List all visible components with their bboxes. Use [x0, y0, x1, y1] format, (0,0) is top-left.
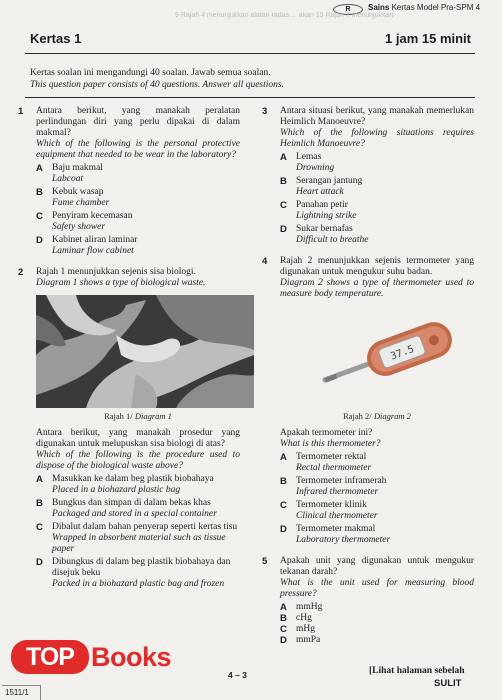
option-d[interactable] — [280, 224, 474, 246]
option-text-en: Difficult to breathe — [296, 235, 369, 245]
gloves-illustration — [36, 295, 254, 408]
option-b[interactable] — [280, 176, 474, 198]
topbooks-watermark — [11, 640, 186, 674]
question-number: 4 — [262, 256, 268, 267]
option-letter: B — [36, 498, 43, 509]
option-text-ms: Kabinet aliran laminar — [52, 235, 138, 245]
instructions-en: This question paper consists of 40 questions. Answer all questions. — [30, 80, 284, 90]
option-text-ms: Dibungkus di dalam beg plastik biobahaya dan disejuk beku — [52, 557, 231, 578]
option-letter: C — [280, 500, 287, 511]
option-text-en: Laminar flow cabinet — [52, 246, 134, 256]
option-c[interactable] — [280, 200, 474, 222]
thermometer-reading: 37.5 — [389, 343, 416, 363]
option-letter: A — [36, 474, 43, 485]
option-text-ms: Termometer klinik — [296, 500, 367, 510]
option-c[interactable] — [36, 211, 240, 233]
bleed-through-text: 9 Rajah 4 menunjukkan alatan radas ... akan 15 Rajah 7 menunjukkan — [175, 12, 394, 19]
option-d[interactable] — [36, 235, 240, 257]
option-a[interactable] — [280, 452, 474, 474]
question-stem-ms: Antara berikut, yang manakah prosedur yang digunakan untuk melupuskan sisa biologi di atas? — [36, 428, 240, 449]
option-c[interactable] — [280, 500, 474, 522]
option-c[interactable] — [36, 522, 240, 555]
option-text-ms: Penyiram kecemasan — [52, 211, 133, 221]
option-letter: D — [280, 224, 287, 235]
option-a[interactable] — [280, 152, 474, 174]
question-2 — [18, 267, 240, 590]
option-c[interactable] — [280, 624, 474, 635]
series-title-bold: Sains — [368, 3, 390, 12]
option-text: cHg — [296, 613, 312, 623]
option-text-en: Infrared thermometer — [296, 487, 379, 497]
option-b[interactable] — [36, 498, 240, 520]
option-text-en: Packaged and stored in a special container — [52, 509, 217, 519]
option-text-ms: Dibalut dalam bahan penyerap seperti kertas tisu — [52, 522, 238, 532]
option-text-ms: Sukar bernafas — [296, 224, 353, 234]
option-letter: C — [280, 624, 287, 635]
time-allowed: 1 jam 15 minit — [385, 31, 471, 46]
option-text-ms: Kebuk wasap — [52, 187, 104, 197]
series-title — [368, 3, 480, 12]
paper-code: 1511/1 — [5, 688, 29, 697]
option-text-ms: Masukkan ke dalam beg plastik biobahaya — [52, 474, 214, 484]
instructions — [30, 67, 470, 91]
option-text-en: Wrapped in absorbent material such as tissue paper — [52, 533, 226, 554]
option-text-ms: Termometer rektal — [296, 452, 367, 462]
option-letter: C — [36, 211, 43, 222]
option-b[interactable] — [280, 476, 474, 498]
title-bar — [25, 24, 475, 54]
option-letter: D — [36, 557, 43, 568]
option-text-en: Clinical thermometer — [296, 511, 378, 521]
question-stem-ms: Antara berikut, yang manakah peralatan perlindungan diri yang perlu dipakai di dalam makmal? — [36, 106, 240, 138]
caption-ms: Rajah 2/ — [343, 411, 372, 421]
caption-en: Diagram 1 — [134, 411, 172, 421]
question-stem-en: What is the unit used for measuring blood pressure? — [280, 578, 474, 599]
option-text-ms: Termometer inframerah — [296, 476, 387, 486]
option-letter: A — [280, 152, 287, 163]
option-text-en: Drowning — [296, 163, 335, 173]
question-number: 3 — [262, 106, 268, 117]
question-1 — [18, 106, 240, 257]
question-stem-en: Which of the following is the procedure used to dispose of the biological waste above? — [36, 450, 240, 471]
option-text-en: Lightning strike — [296, 211, 357, 221]
left-column — [18, 106, 240, 600]
option-a[interactable] — [36, 163, 240, 185]
right-column — [262, 106, 474, 656]
question-stem-ms: Apakah termometer ini? — [280, 428, 373, 438]
option-text-en: Packed in a biohazard plastic bag and frozen — [52, 579, 225, 589]
option-text-en: Safety shower — [52, 222, 106, 232]
question-4 — [262, 256, 474, 546]
option-letter: A — [280, 602, 287, 613]
option-d[interactable] — [280, 635, 474, 646]
watermark-top: TOP — [11, 640, 89, 674]
divider — [25, 97, 475, 98]
instructions-ms: Kertas soalan ini mengandungi 40 soalan. Jawab semua soalan. — [30, 68, 271, 78]
question-number: 2 — [18, 267, 24, 278]
question-intro-en: Diagram 1 shows a type of biological waste. — [36, 278, 206, 288]
option-text-ms: Bungkus dan simpan di dalam bekas khas — [52, 498, 211, 508]
option-letter: C — [280, 200, 287, 211]
option-text-ms: Lemas — [296, 152, 322, 162]
option-text: mmHg — [296, 602, 323, 612]
option-letter: D — [280, 524, 287, 535]
question-5 — [262, 556, 474, 646]
question-intro-ms: Rajah 2 menunjukkan sejenis termometer yang digunakan untuk mengukur suhu badan. — [280, 256, 474, 277]
option-a[interactable] — [280, 602, 474, 613]
option-text-ms: Serangan jantung — [296, 176, 363, 186]
question-intro-ms: Rajah 1 menunjukkan sejenis sisa biologi. — [36, 267, 196, 277]
option-text-ms: Panahan petir — [296, 200, 348, 210]
caption-ms: Rajah 1/ — [104, 411, 133, 421]
question-stem-en: Which of the following situations requires Heimlich Manoeuvre? — [280, 128, 474, 149]
biological-waste-gloves-image — [36, 295, 254, 408]
question-stem-en: Which of the following is the personal protective equipment that needed to be wear in the laboratory? — [36, 139, 240, 160]
option-text-ms: Baju makmal — [52, 163, 103, 173]
option-letter: D — [280, 635, 287, 646]
question-number: 5 — [262, 556, 268, 567]
option-text-en: Placed in a biohazard plastic bag — [52, 485, 181, 495]
option-letter: B — [280, 613, 287, 624]
next-page-note: [Lihat halaman sebelah — [369, 666, 465, 676]
option-text: mmPa — [296, 635, 321, 645]
publisher-logo-text: R — [345, 6, 351, 13]
option-text-en: Fume chamber — [52, 198, 110, 208]
figure-caption — [280, 411, 474, 422]
paper-title: Kertas 1 — [30, 31, 82, 46]
option-b[interactable] — [36, 187, 240, 209]
thermometer-illustration — [280, 304, 492, 409]
option-d[interactable] — [36, 557, 240, 590]
question-stem-ms: Apakah unit yang digunakan untuk mengukur tekanan darah? — [280, 556, 474, 577]
option-letter: D — [36, 235, 43, 246]
question-3 — [262, 106, 474, 246]
option-text-en: Laboratory thermometer — [296, 535, 391, 545]
figure-caption — [36, 411, 240, 422]
option-a[interactable] — [36, 474, 240, 496]
caption-en: Diagram 2 — [373, 411, 411, 421]
digital-thermometer-image — [280, 304, 492, 409]
page-number: 4 – 3 — [228, 670, 247, 680]
option-b[interactable] — [280, 613, 474, 624]
option-letter: C — [36, 522, 43, 533]
question-number: 1 — [18, 106, 24, 117]
option-text-ms: Termometer makmal — [296, 524, 376, 534]
watermark-books: Books — [91, 642, 172, 672]
option-text-en: Rectal thermometer — [296, 463, 372, 473]
option-text-en: Labcoat — [52, 174, 84, 184]
series-title-rest: Kertas Model Pra-SPM 4 — [389, 3, 481, 12]
question-stem-ms: Antara situasi berikut, yang manakah memerlukan Heimlich Manoeuvre? — [280, 106, 474, 127]
option-text-en: Heart attack — [296, 187, 344, 197]
option-text: mHg — [296, 624, 315, 634]
option-letter: B — [280, 176, 287, 187]
option-letter: B — [36, 187, 43, 198]
option-letter: A — [280, 452, 287, 463]
option-letter: B — [280, 476, 287, 487]
question-intro-en: Diagram 2 shows a type of thermometer used to measure body temperature. — [280, 278, 474, 299]
option-letter: A — [36, 163, 43, 174]
question-stem-en: What is this thermometer? — [280, 439, 381, 449]
option-d[interactable] — [280, 524, 474, 546]
sulit-label: SULIT — [434, 678, 462, 689]
